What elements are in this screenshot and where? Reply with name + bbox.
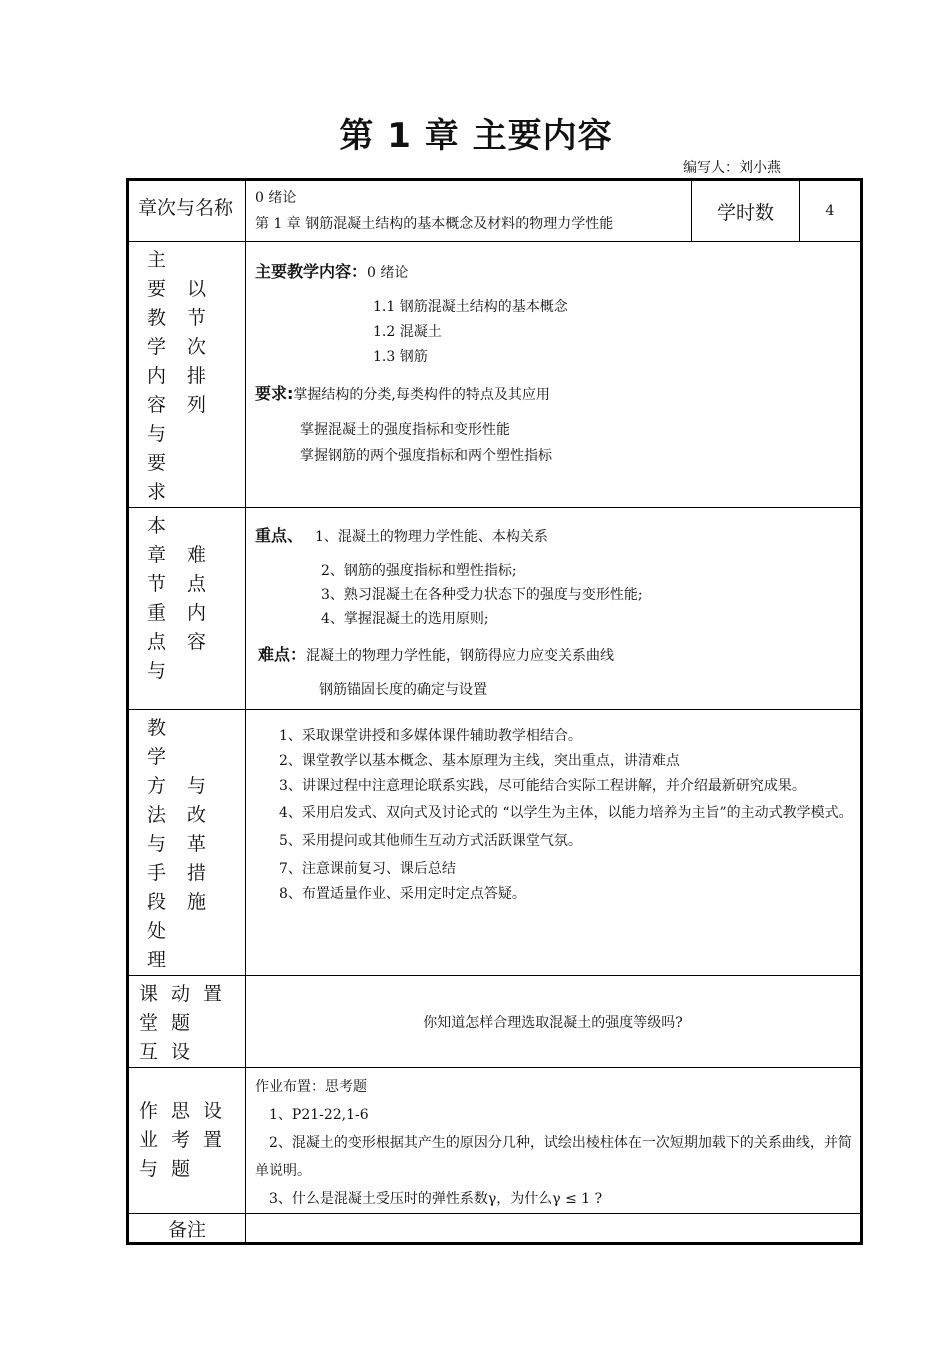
label-char: 课 <box>139 983 159 1005</box>
label-char: 难 <box>187 544 207 566</box>
hours-value-cell <box>800 180 862 242</box>
difficulty-line <box>255 643 860 668</box>
label-char <box>187 246 227 275</box>
label-char: 革 <box>187 833 207 855</box>
author-line: 编写人：刘小燕 <box>683 160 781 176</box>
difficulty-more: 钢筋锚固长度的确定与设置 <box>319 682 487 698</box>
homework-body-cell <box>246 1068 862 1214</box>
label-char: 排 <box>187 365 207 387</box>
method-item: 1、采取课堂讲授和多媒体课件辅助教学相结合。 <box>279 728 582 744</box>
label-char <box>203 1155 235 1184</box>
label-char: 内 <box>147 365 167 387</box>
label-char: 本 <box>147 515 167 537</box>
chapter-label: 章次与名称 <box>138 197 234 219</box>
label-char: 以 <box>187 278 207 300</box>
interaction-body-cell <box>246 976 862 1068</box>
interaction-row <box>128 976 862 1068</box>
notes-row <box>128 1214 862 1244</box>
method-item: 5、采用提问或其他师生互动方式活跃课堂气氛。 <box>279 833 582 849</box>
label-char <box>187 946 227 975</box>
method-item: 2、课堂教学以基本概念、基本原理为主线，突出重点，讲清难点 <box>279 753 680 769</box>
label-char: 改 <box>187 804 207 826</box>
label-char: 要 <box>147 452 167 474</box>
content-body-cell <box>246 242 862 508</box>
homework-label-cell <box>128 1068 246 1214</box>
label-char: 方 <box>147 775 167 797</box>
label-char: 内 <box>187 602 207 624</box>
label-char <box>187 449 227 478</box>
method-item: 7、注意课前复习、课后总结 <box>279 861 456 877</box>
label-char: 措 <box>187 862 207 884</box>
content-label <box>129 242 245 507</box>
methods-label <box>129 710 245 975</box>
homework-item: 2、混凝土的变形根据其产生的原因分几种，试绘出棱柱体在一次短期加载下的关系曲线，并简单说明。 <box>255 1135 852 1179</box>
homework-item: 3、什么是混凝土受压时的弹性系数γ，为什么γ ≤ 1 ? <box>269 1191 603 1207</box>
content-item: 1.1 钢筋混凝土结构的基本概念 <box>373 299 568 315</box>
course-table <box>126 178 863 1245</box>
chapter-label-cell <box>128 180 246 242</box>
hours-label: 学时数 <box>716 201 774 224</box>
label-char <box>203 1038 235 1067</box>
requirement-line <box>255 382 860 407</box>
label-char: 考 <box>171 1129 191 1151</box>
chapter-row <box>128 180 862 242</box>
notes-value-cell <box>246 1214 862 1244</box>
difficulty-heading: 难点： <box>258 645 307 664</box>
label-char: 思 <box>171 1100 191 1122</box>
key-item: 2、钢筋的强度指标和塑性指标; <box>321 563 517 579</box>
label-char: 节 <box>187 307 207 329</box>
page-title: 第 1 章 主要内容 <box>339 116 613 156</box>
homework-intro: 作业布置：思考题 <box>255 1079 367 1095</box>
label-char: 次 <box>187 336 207 358</box>
content-label-cell <box>128 242 246 508</box>
label-char: 要 <box>147 278 167 300</box>
label-char: 手 <box>147 862 167 884</box>
content-heading: 主要教学内容： <box>255 262 368 281</box>
label-char <box>187 478 227 507</box>
label-char: 重 <box>147 602 167 624</box>
key-heading-line <box>255 524 860 549</box>
label-char: 点 <box>187 573 207 595</box>
label-char: 置 <box>203 1129 223 1151</box>
label-char <box>187 917 227 946</box>
label-char: 段 <box>147 891 167 913</box>
methods-body-cell <box>246 710 862 976</box>
key-heading: 重点、 <box>255 526 304 545</box>
label-char: 堂 <box>139 1012 159 1034</box>
label-char: 处 <box>147 920 167 942</box>
label-char <box>187 743 227 772</box>
label-char: 列 <box>187 394 207 416</box>
interaction-question: 你知道怎样合理选取混凝土的强度等级吗? <box>423 1014 683 1031</box>
requirement-list <box>255 417 860 469</box>
interaction-label-cell <box>128 976 246 1068</box>
key-item: 4、掌握混凝土的选用原则; <box>321 611 489 627</box>
requirement-heading: 要求: <box>255 384 294 403</box>
requirement-item: 掌握混凝土的强度指标和变形性能 <box>300 422 510 438</box>
chapter-line-2: 第 1 章 钢筋混凝土结构的基本概念及材料的物理力学性能 <box>255 216 614 232</box>
label-char: 互 <box>139 1041 159 1063</box>
content-item: 1.2 混凝土 <box>373 324 442 340</box>
label-char: 容 <box>147 394 167 416</box>
key-body-cell <box>246 508 862 710</box>
label-char <box>187 512 227 541</box>
label-char: 题 <box>171 1158 191 1180</box>
key-label-cell <box>128 508 246 710</box>
label-char: 与 <box>147 660 167 682</box>
label-char: 与 <box>187 775 207 797</box>
label-char <box>187 657 227 686</box>
label-char <box>187 420 227 449</box>
label-char: 题 <box>171 1012 191 1034</box>
label-char: 主 <box>147 249 167 271</box>
homework-item: 1、P21-22,1-6 <box>269 1107 369 1123</box>
label-char: 节 <box>147 573 167 595</box>
label-char: 点 <box>147 631 167 653</box>
label-char: 与 <box>147 833 167 855</box>
methods-row <box>128 710 862 976</box>
label-char: 教 <box>147 307 167 329</box>
label-char: 施 <box>187 891 207 913</box>
methods-label-cell <box>128 710 246 976</box>
label-char: 理 <box>147 949 167 971</box>
label-char: 置 <box>203 983 223 1005</box>
label-char: 学 <box>147 746 167 768</box>
content-item: 1.3 钢筋 <box>373 349 428 365</box>
interaction-label <box>129 976 245 1067</box>
notes-label: 备注 <box>167 1218 206 1241</box>
content-heading-tail: 0 绪论 <box>367 265 409 281</box>
homework-row <box>128 1068 862 1214</box>
label-char: 设 <box>203 1100 223 1122</box>
label-char: 业 <box>139 1129 159 1151</box>
requirement-item: 掌握钢筋的两个强度指标和两个塑性指标 <box>300 448 552 464</box>
homework-label <box>129 1097 245 1184</box>
content-item-list <box>255 295 860 370</box>
label-char: 容 <box>187 631 207 653</box>
label-char: 学 <box>147 336 167 358</box>
key-points-row <box>128 508 862 710</box>
chapter-line-1: 0 绪论 <box>255 190 297 206</box>
content-heading-line <box>255 260 860 285</box>
difficulty-first: 混凝土的物理力学性能，钢筋得应力应变关系曲线 <box>306 648 615 664</box>
label-char: 与 <box>147 423 167 445</box>
chapter-name-cell <box>246 180 692 242</box>
method-item: 4、采用启发式、双向式及讨论式的 “以学生为主体，以能力培养为主旨”的主动式教学模式。 <box>279 805 853 821</box>
label-char: 动 <box>171 983 191 1005</box>
label-char: 与 <box>139 1158 159 1180</box>
hours-value: 4 <box>825 203 835 219</box>
key-item: 3、熟习混凝土在各种受力状态下的强度与变形性能; <box>321 587 643 603</box>
method-item: 8、布置适量作业、采用定时定点答疑。 <box>279 886 526 902</box>
label-char: 设 <box>171 1041 191 1063</box>
label-char: 求 <box>147 481 167 503</box>
method-item: 3、讲课过程中注意理论联系实践，尽可能结合实际工程讲解，并介绍最新研究成果。 <box>279 778 806 794</box>
label-char <box>203 1009 235 1038</box>
key-list <box>255 559 860 631</box>
key-label <box>129 508 245 686</box>
label-char: 章 <box>147 544 167 566</box>
hours-label-cell <box>692 180 800 242</box>
label-char <box>187 714 227 743</box>
label-char: 法 <box>147 804 167 826</box>
label-char: 作 <box>139 1100 159 1122</box>
notes-label-cell <box>128 1214 246 1244</box>
key-first: 1、混凝土的物理力学性能、本构关系 <box>315 529 548 545</box>
content-row <box>128 242 862 508</box>
label-char: 教 <box>147 717 167 739</box>
requirement-first: 掌握结构的分类,每类构件的特点及其应用 <box>293 387 550 403</box>
